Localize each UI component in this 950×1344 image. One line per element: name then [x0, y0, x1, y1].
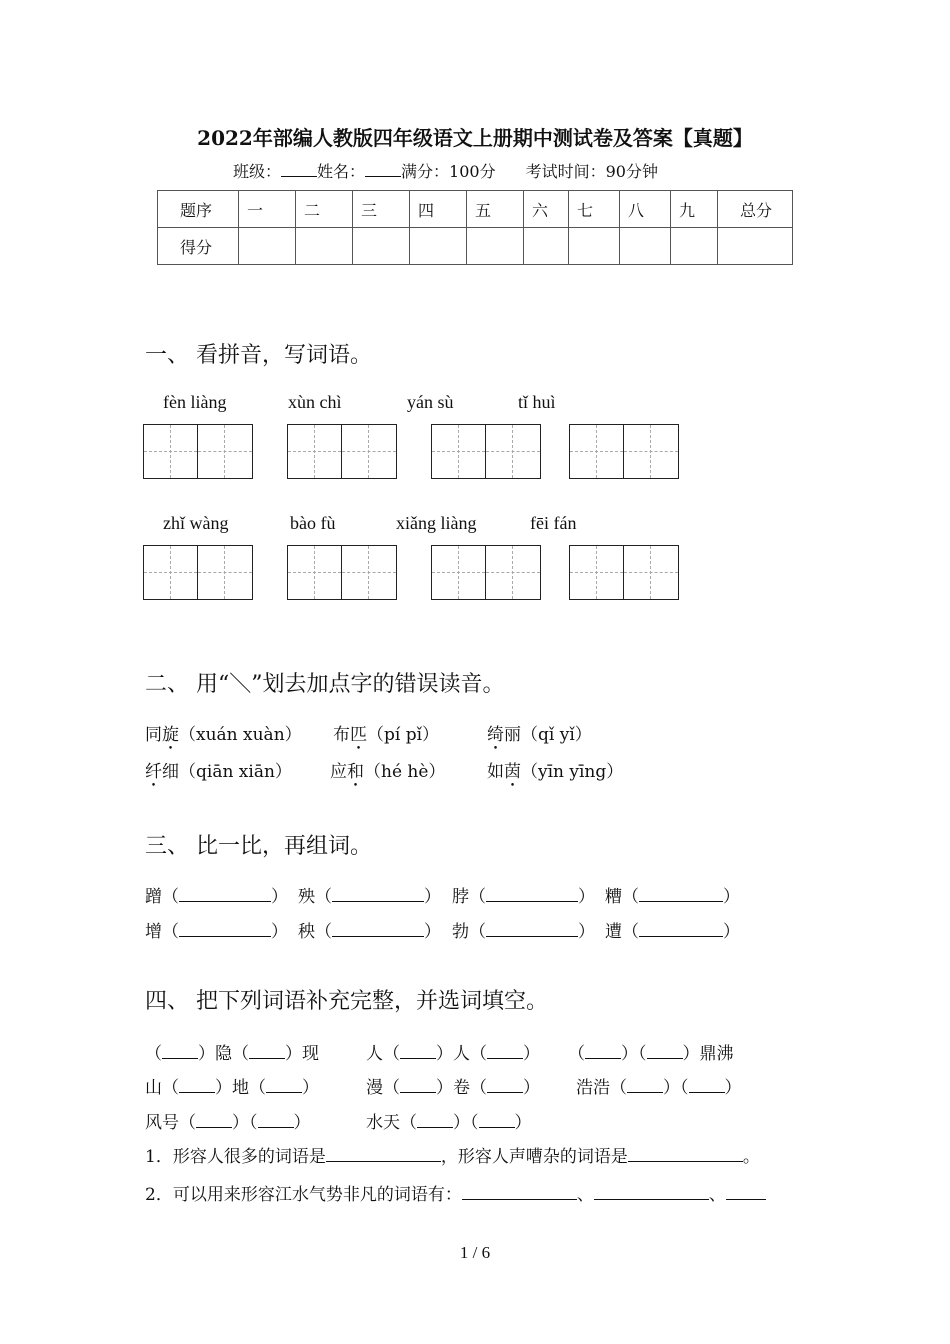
- score-header-cell: 五: [467, 191, 524, 228]
- section3-heading: 三、 比一比，再组词。: [145, 834, 372, 859]
- page-number: 1 / 6: [459, 1243, 491, 1262]
- answer-blank[interactable]: [647, 1044, 683, 1059]
- answer-blank[interactable]: [249, 1044, 285, 1059]
- section2-heading: 二、 用“＼”划去加点字的错误读音。: [145, 672, 505, 697]
- score-header-cell: 二: [296, 191, 353, 228]
- score-cell[interactable]: [353, 228, 410, 265]
- reading-item: 绮丽（qǐ yǐ）: [487, 725, 592, 745]
- idiom-item: （ ）隐（ ）现: [145, 1044, 319, 1064]
- reading-options[interactable]: （hé hè）: [364, 762, 446, 782]
- answer-blank[interactable]: [487, 1044, 523, 1059]
- name-blank[interactable]: [365, 162, 401, 177]
- idiom-item: 山（ ）地（ ）: [145, 1078, 319, 1098]
- reading-item: 如茵（yīn yīng）: [487, 762, 624, 782]
- score-header-cell: 三: [353, 191, 410, 228]
- answer-blank[interactable]: [179, 922, 271, 937]
- answer-blank[interactable]: [486, 887, 578, 902]
- score-table-score-row: [158, 228, 793, 265]
- pinyin-label: yán sù: [407, 392, 454, 412]
- reading-item: 同旋（xuán xuàn）: [145, 725, 302, 745]
- reading-options[interactable]: （yīn yīng）: [521, 762, 624, 782]
- compare-item: 秧（ ）: [298, 922, 441, 942]
- compare-item: 遭（ ）: [605, 922, 740, 942]
- answer-blank[interactable]: [594, 1185, 709, 1200]
- compare-item: 蹭（ ）: [145, 887, 288, 907]
- question-1: 1．形容人很多的词语是 ，形容人声嘈杂的词语是 。: [145, 1147, 760, 1167]
- dotted-char: 旋: [162, 725, 179, 745]
- idiom-item: 浩浩（ ）（ ）: [576, 1078, 742, 1098]
- answer-blank[interactable]: [639, 887, 723, 902]
- score-cell[interactable]: [671, 228, 718, 265]
- answer-blank[interactable]: [417, 1113, 453, 1128]
- pinyin-label: xùn chì: [288, 392, 342, 412]
- pinyin-label: fèn liàng: [163, 392, 227, 412]
- class-label: 班级：: [233, 162, 282, 181]
- page-title: 2022年部编人教版四年级语文上册期中测试卷及答案【真题】: [197, 126, 753, 150]
- pinyin-label: fēi fán: [530, 513, 577, 533]
- writing-grid[interactable]: [431, 545, 541, 600]
- answer-blank[interactable]: [332, 922, 424, 937]
- pinyin-label: tǐ huì: [518, 392, 556, 412]
- idiom-item: 人（ ）人（ ）: [366, 1044, 540, 1064]
- score-header-cell: 七: [569, 191, 620, 228]
- pinyin-label: xiǎng liàng: [396, 513, 477, 533]
- pinyin-label: zhǐ wàng: [163, 513, 229, 533]
- score-cell[interactable]: [239, 228, 296, 265]
- writing-grid[interactable]: [143, 424, 253, 479]
- answer-blank[interactable]: [332, 887, 424, 902]
- class-blank[interactable]: [281, 162, 317, 177]
- score-table: [157, 190, 793, 265]
- reading-options[interactable]: （pí pǐ）: [367, 725, 440, 745]
- writing-grid[interactable]: [431, 424, 541, 479]
- reading-options[interactable]: （qǐ yǐ）: [521, 725, 592, 745]
- dotted-char: 绮: [487, 725, 504, 745]
- writing-grid[interactable]: [287, 424, 397, 479]
- idiom-item: 风号（ ）（ ）: [145, 1113, 311, 1133]
- score-header-cell: 总分: [718, 191, 793, 228]
- reading-item: 应和（hé hè）: [330, 762, 446, 782]
- compare-item: 脖（ ）: [452, 887, 595, 907]
- answer-blank[interactable]: [627, 1078, 663, 1093]
- score-header-cell: 九: [671, 191, 718, 228]
- dotted-char: 纤: [145, 762, 162, 782]
- writing-grid[interactable]: [569, 424, 679, 479]
- score-cell[interactable]: [718, 228, 793, 265]
- reading-item: 布匹（pí pǐ）: [333, 725, 440, 745]
- answer-blank[interactable]: [487, 1078, 523, 1093]
- answer-blank[interactable]: [400, 1044, 436, 1059]
- reading-options[interactable]: （xuán xuàn）: [179, 725, 302, 745]
- answer-blank[interactable]: [266, 1078, 302, 1093]
- answer-blank[interactable]: [196, 1113, 232, 1128]
- score-cell[interactable]: [620, 228, 671, 265]
- score-header-cell: 四: [410, 191, 467, 228]
- score-cell[interactable]: [569, 228, 620, 265]
- compare-item: 殃（ ）: [298, 887, 441, 907]
- answer-blank[interactable]: [628, 1147, 743, 1162]
- score-cell[interactable]: [524, 228, 569, 265]
- full-score: 满分：100分: [401, 162, 496, 181]
- answer-blank[interactable]: [639, 922, 723, 937]
- compare-item: 勃（ ）: [452, 922, 595, 942]
- idiom-item: （ ）（ ）鼎沸: [568, 1044, 734, 1064]
- score-header-cell: 六: [524, 191, 569, 228]
- exam-time: 考试时间：90分钟: [525, 162, 658, 181]
- score-cell[interactable]: [410, 228, 467, 265]
- compare-item: 增（ ）: [145, 922, 288, 942]
- answer-blank[interactable]: [479, 1113, 515, 1128]
- idiom-item: 漫（ ）卷（ ）: [366, 1078, 540, 1098]
- answer-blank[interactable]: [462, 1185, 577, 1200]
- writing-grid[interactable]: [569, 545, 679, 600]
- idiom-item: 水天（ ）（ ）: [366, 1113, 532, 1133]
- dotted-char: 茵: [504, 762, 521, 782]
- score-row-label: 得分: [158, 228, 239, 265]
- name-label: 姓名：: [317, 162, 366, 181]
- score-header-cell: 八: [620, 191, 671, 228]
- pinyin-label: bào fù: [290, 513, 336, 533]
- score-cell[interactable]: [296, 228, 353, 265]
- score-cell[interactable]: [467, 228, 524, 265]
- answer-blank[interactable]: [326, 1147, 441, 1162]
- compare-item: 糟（ ）: [605, 887, 740, 907]
- answer-blank[interactable]: [400, 1078, 436, 1093]
- answer-blank[interactable]: [258, 1113, 294, 1128]
- score-header-cell: 题序: [158, 191, 239, 228]
- dotted-char: 匹: [350, 725, 367, 745]
- answer-blank[interactable]: [585, 1044, 621, 1059]
- answer-blank[interactable]: [162, 1044, 198, 1059]
- answer-blank[interactable]: [689, 1078, 725, 1093]
- exam-info: [233, 159, 658, 182]
- section4-heading: 四、 把下列词语补充完整，并选词填空。: [145, 989, 548, 1014]
- writing-grid[interactable]: [287, 545, 397, 600]
- answer-blank[interactable]: [179, 1078, 215, 1093]
- answer-blank[interactable]: [486, 922, 578, 937]
- reading-item: 纤细（qiān xiān）: [145, 762, 292, 782]
- section1-heading: 一、 看拼音，写词语。: [145, 343, 372, 368]
- writing-grid[interactable]: [143, 545, 253, 600]
- score-header-cell: 一: [239, 191, 296, 228]
- dotted-char: 和: [347, 762, 364, 782]
- reading-options[interactable]: （qiān xiān）: [179, 762, 292, 782]
- score-table-header-row: [158, 191, 793, 228]
- answer-blank[interactable]: [726, 1185, 766, 1200]
- question-2: 2．可以用来形容江水气势非凡的词语有： 、 、: [145, 1180, 766, 1205]
- answer-blank[interactable]: [179, 887, 271, 902]
